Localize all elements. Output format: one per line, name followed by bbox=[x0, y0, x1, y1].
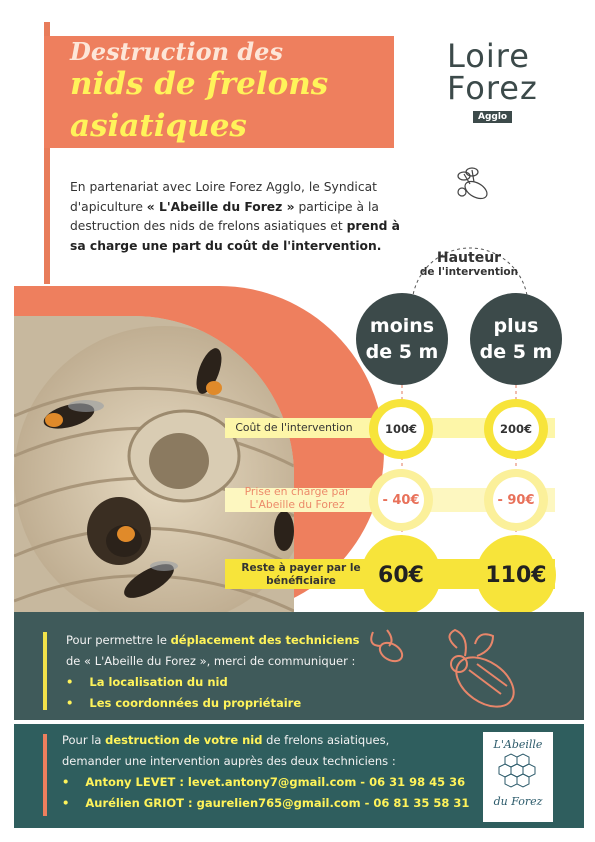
contact-2: • Aurélien GRIOT : gaurelien765@gmail.com - 06 81 35 58 31 bbox=[62, 796, 470, 810]
section2-accent-bar bbox=[43, 734, 47, 816]
badge-top-text: L'Abeille bbox=[493, 738, 543, 751]
title-line-2: nids de frelons bbox=[70, 66, 329, 102]
intro-text-1: En partenariat avec Loire Forez Agglo, le Syndicat d'apiculture bbox=[70, 180, 377, 214]
section1-bullet-1-text: La localisation du nid bbox=[89, 675, 228, 689]
col1-header-circle bbox=[356, 293, 448, 385]
section2-text-2: de frelons asiatiques, bbox=[262, 733, 390, 747]
row1-col2-value: 200€ bbox=[493, 407, 539, 451]
row2-col2-ring bbox=[484, 469, 548, 531]
title-line-3: asiatiques bbox=[70, 108, 247, 144]
row2-col1-value: - 40€ bbox=[378, 477, 424, 523]
section2-text-1: Pour la bbox=[62, 733, 106, 747]
bee-line-art-icon bbox=[365, 626, 565, 718]
section2-text-3: demander une intervention auprès des deux techniciens : bbox=[62, 754, 396, 768]
section1-text-1: Pour permettre le bbox=[66, 633, 171, 647]
logo-line-1: Loire bbox=[447, 37, 530, 75]
col2-header-line-2: de 5 m bbox=[479, 341, 553, 363]
row3-label: Reste à payer par le bénéficiaire bbox=[241, 562, 361, 587]
honeycomb-icon bbox=[483, 751, 553, 795]
col1-header-line-1: moins bbox=[369, 315, 435, 337]
row2-label: Prise en charge par L'Abeille du Forez bbox=[244, 485, 350, 511]
row3-col1-value: 60€ bbox=[361, 535, 441, 615]
hornet-5 bbox=[274, 511, 294, 551]
section1-bullet-2: • Les coordonnées du propriétaire bbox=[66, 696, 302, 710]
section2-text bbox=[62, 730, 482, 814]
section1-bold-1: déplacement des techniciens bbox=[170, 633, 360, 647]
table-header-line-2: de l'intervention bbox=[419, 266, 519, 278]
row2-col1-ring bbox=[369, 469, 433, 531]
row2-col2-value: - 90€ bbox=[493, 477, 539, 523]
section1-bullet-1: • La localisation du nid bbox=[66, 675, 228, 689]
loire-forez-logo bbox=[447, 37, 577, 124]
abeille-du-forez-badge bbox=[483, 732, 553, 822]
table-header-line-1: Hauteur bbox=[436, 250, 502, 266]
col2-header-circle bbox=[470, 293, 562, 385]
section1-text bbox=[66, 630, 366, 714]
title-line-1: Destruction des bbox=[70, 37, 283, 66]
intro-bold-1: « L'Abeille du Forez » bbox=[146, 199, 295, 214]
contact-1-text: Antony LEVET : levet.antony7@gmail.com - 06 31 98 45 36 bbox=[85, 775, 466, 789]
row1-label: Coût de l'intervention bbox=[235, 421, 353, 434]
contact-1: • Antony LEVET : levet.antony7@gmail.com - 06 31 98 45 36 bbox=[62, 775, 466, 789]
intro-paragraph bbox=[70, 178, 415, 256]
logo-tag: Agglo bbox=[473, 111, 512, 123]
intro-text-2: participe à la destruction des nids de frelons asiatiques et bbox=[70, 199, 379, 233]
hornet-3 bbox=[106, 525, 142, 557]
section1-accent-bar bbox=[43, 632, 47, 710]
logo-line-2: Forez bbox=[447, 69, 538, 107]
row1-col2-ring bbox=[484, 399, 548, 459]
badge-bottom-text: du Forez bbox=[493, 795, 543, 808]
intro-bold-2: prend à sa charge une part du coût de l'intervention. bbox=[70, 219, 400, 253]
row3-col2-value: 110€ bbox=[476, 535, 556, 615]
section2-bold-1: destruction de votre nid bbox=[105, 733, 263, 747]
row1-col1-ring bbox=[369, 399, 433, 459]
col1-header-line-2: de 5 m bbox=[365, 341, 439, 363]
section1-text-2: de « L'Abeille du Forez », merci de communiquer : bbox=[66, 654, 356, 668]
row1-col1-value: 100€ bbox=[378, 407, 424, 451]
bee-sketch-icon bbox=[450, 166, 496, 206]
col2-header-line-1: plus bbox=[493, 315, 539, 337]
table-header bbox=[410, 250, 528, 278]
section1-bullet-2-text: Les coordonnées du propriétaire bbox=[89, 696, 302, 710]
contact-2-text: Aurélien GRIOT : gaurelien765@gmail.com - 06 81 35 58 31 bbox=[85, 796, 470, 810]
